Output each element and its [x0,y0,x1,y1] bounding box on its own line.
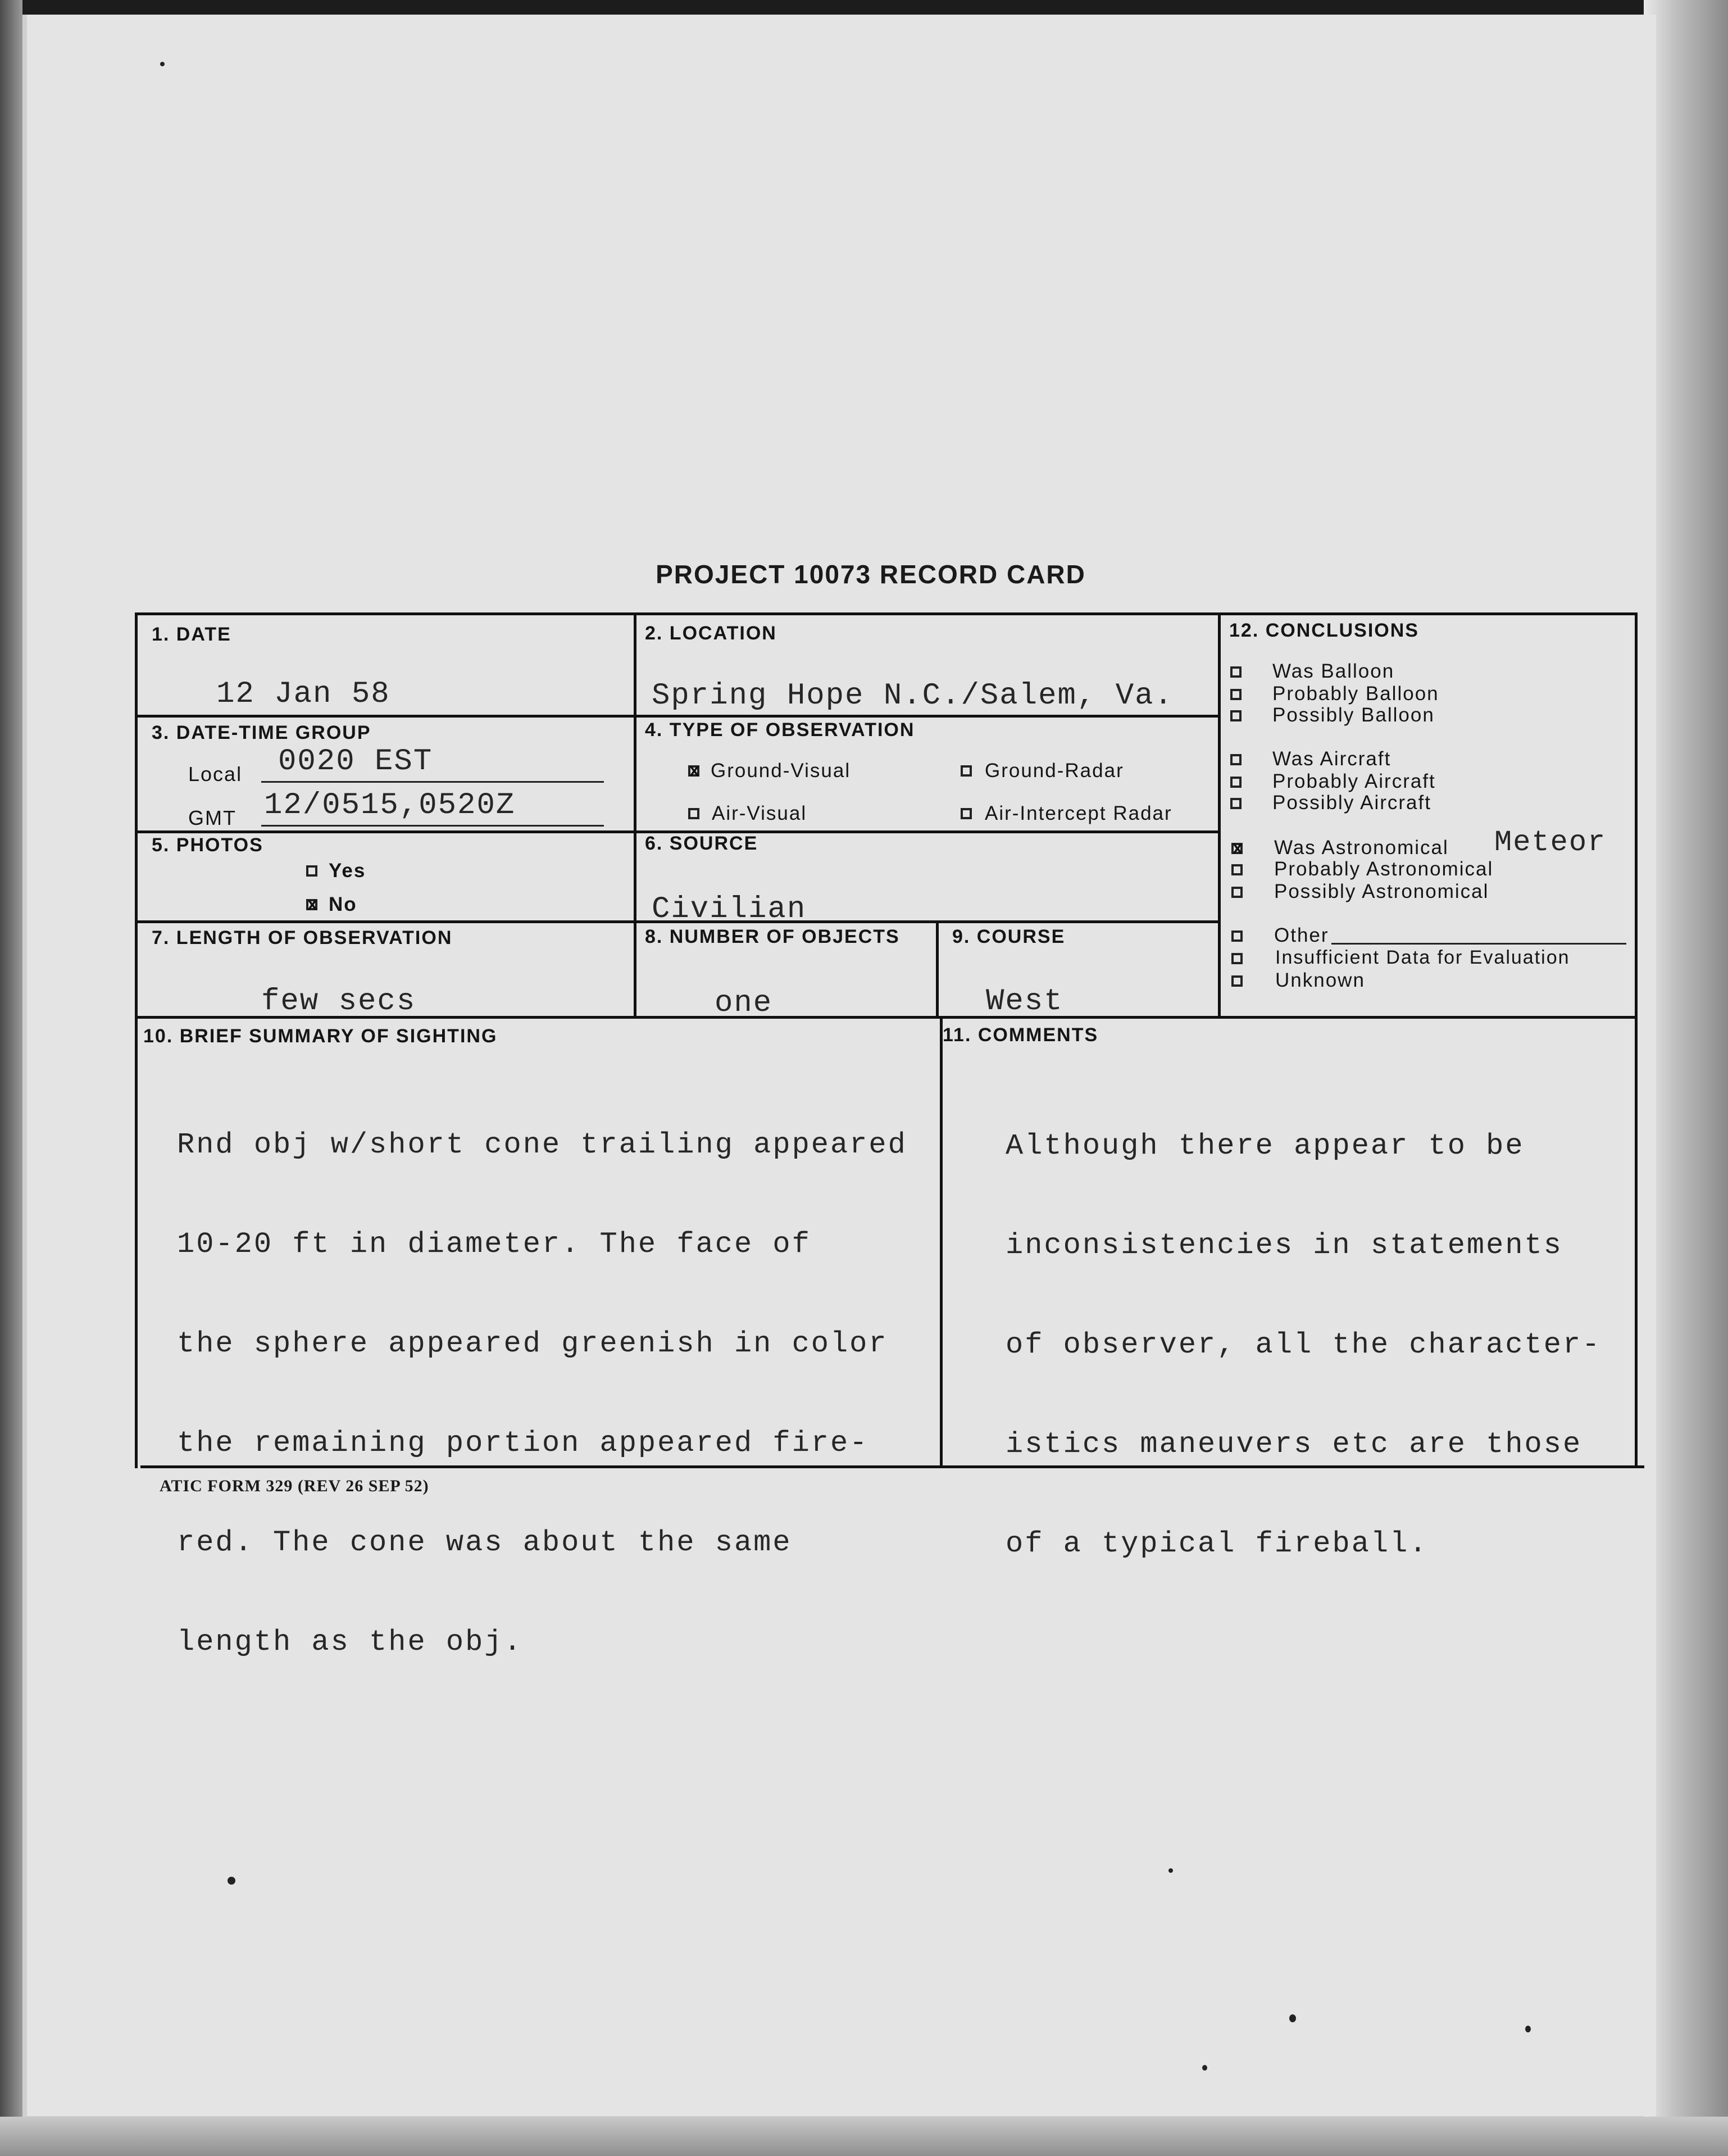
summary-line: the remaining portion appeared fire- [177,1427,869,1460]
probably-astronomical-label: Probably Astronomical [1274,858,1494,880]
summary-text [177,1062,907,1725]
air-visual-label: Air-Visual [712,802,807,824]
comments-line: Although there appear to be [1006,1129,1525,1163]
was-balloon-label: Was Balloon [1272,660,1395,682]
summary-line: length as the obj. [177,1626,523,1659]
possibly-aircraft-checkbox[interactable] [1230,798,1242,809]
was-astronomical-label: Was Astronomical [1274,837,1449,859]
photos-label: 5. PHOTOS [152,834,263,856]
card-border-top [135,612,1638,615]
gmt-value: 12/0515,0520Z [264,788,516,823]
ground-visual-label: Ground-Visual [711,760,851,782]
photos-no-label: No [329,893,357,915]
probably-aircraft-label: Probably Aircraft [1272,770,1436,792]
summary-line: 10-20 ft in diameter. The face of [177,1228,811,1261]
probably-balloon-label: Probably Balloon [1272,683,1439,705]
length-label: 7. LENGTH OF OBSERVATION [152,927,453,948]
form-identifier: ATIC FORM 329 (REV 26 SEP 52) [160,1477,429,1495]
dtg-label: 3. DATE-TIME GROUP [152,722,371,743]
card-border-right [1635,612,1638,1468]
summary-line: red. The cone was about the same [177,1526,792,1559]
course-label: 9. COURSE [952,926,1066,947]
summary-line: Rnd obj w/short cone trailing appeared [177,1128,907,1161]
probably-astronomical-checkbox[interactable] [1231,864,1243,875]
local-value: 0020 EST [278,745,433,779]
photos-yes-checkbox[interactable] [306,865,317,877]
location-label: 2. LOCATION [645,623,777,644]
ground-radar-label: Ground-Radar [985,760,1124,782]
scan-speck [1168,1868,1173,1873]
comments-line: inconsistencies in statements [1006,1229,1563,1262]
air-intercept-radar-label: Air-Intercept Radar [985,802,1172,824]
was-balloon-checkbox[interactable] [1230,666,1242,678]
row-divider-1 [135,715,1219,718]
photos-no-checkbox[interactable] [306,899,317,910]
gmt-underline [261,825,604,827]
unknown-checkbox[interactable] [1231,975,1243,987]
source-value: Civilian [652,892,807,927]
source-label: 6. SOURCE [645,833,758,854]
conclusions-label: 12. CONCLUSIONS [1229,620,1419,641]
possibly-balloon-label: Possibly Balloon [1272,704,1435,726]
insufficient-data-label: Insufficient Data for Evaluation [1275,947,1570,968]
card-border-left [135,612,138,1468]
ground-radar-checkbox[interactable] [961,765,972,777]
scan-speck [160,62,165,66]
divider-col1 [634,612,636,1017]
possibly-aircraft-label: Possibly Aircraft [1272,792,1431,814]
unknown-label: Unknown [1275,969,1365,991]
air-visual-checkbox[interactable] [688,808,699,819]
comments-line: of a typical fireball. [1006,1527,1429,1560]
insufficient-data-checkbox[interactable] [1231,953,1243,964]
possibly-astronomical-checkbox[interactable] [1231,887,1243,898]
was-astronomical-checkbox[interactable] [1231,843,1243,854]
was-aircraft-checkbox[interactable] [1230,754,1242,765]
local-label: Local [188,762,243,786]
was-aircraft-label: Was Aircraft [1272,748,1392,770]
type-of-observation-label: 4. TYPE OF OBSERVATION [645,719,915,741]
course-value: West [986,984,1063,1019]
location-value: Spring Hope N.C./Salem, Va. [652,679,1174,713]
air-intercept-radar-checkbox[interactable] [961,808,972,819]
comments-text [1006,1063,1601,1627]
possibly-astronomical-label: Possibly Astronomical [1274,880,1489,902]
date-label: 1. DATE [152,624,231,645]
other-checkbox[interactable] [1231,931,1243,942]
local-underline [261,781,604,783]
divider-col2 [1218,612,1221,1017]
date-value: 12 Jan 58 [216,677,390,711]
gmt-label: GMT [188,806,237,829]
comments-line: istics maneuvers etc are those [1006,1428,1583,1461]
probably-aircraft-checkbox[interactable] [1230,777,1242,788]
probably-balloon-checkbox[interactable] [1230,689,1242,700]
scan-speck [1525,2026,1531,2032]
photos-yes-label: Yes [329,860,366,882]
other-underline [1331,943,1626,945]
length-value: few secs [261,984,416,1019]
other-label: Other [1274,924,1329,946]
card-title: PROJECT 10073 RECORD CARD [656,560,1086,589]
summary-line: the sphere appeared greenish in color [177,1327,888,1360]
comments-label: 11. COMMENTS [943,1024,1099,1046]
meteor-note: Meteor [1494,826,1607,859]
comments-line: of observer, all the character- [1006,1328,1602,1361]
divider-col-course [936,923,939,1017]
scan-speck [228,1877,235,1885]
number-of-objects-label: 8. NUMBER OF OBJECTS [645,926,900,947]
number-of-objects-value: one [715,986,773,1020]
possibly-balloon-checkbox[interactable] [1230,710,1242,721]
divider-summary-comments [940,1017,943,1467]
summary-label: 10. BRIEF SUMMARY OF SIGHTING [143,1025,498,1047]
scan-speck [1289,2014,1296,2022]
scan-speck [1202,2065,1207,2071]
ground-visual-checkbox[interactable] [688,765,699,777]
